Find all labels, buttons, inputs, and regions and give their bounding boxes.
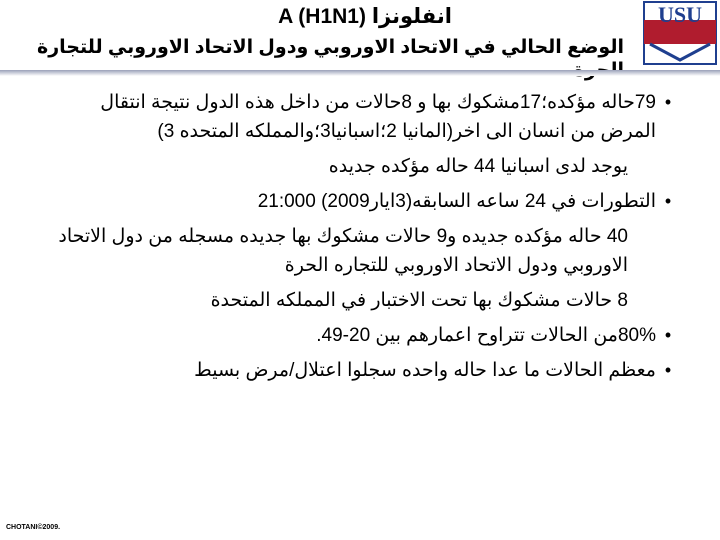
sub-item: 8 حالات مشكوك بها تحت الاختبار في المملكه المتحدة: [210, 290, 628, 311]
bullet-dot-icon: •: [664, 92, 672, 112]
bullet-dot-icon: •: [664, 360, 672, 380]
bullet-item: [40, 88, 680, 146]
header-divider: [0, 70, 720, 76]
slide-body: [40, 88, 680, 391]
page-title: انفلونزا A (H1N1): [278, 5, 452, 28]
bullet-item: [40, 187, 680, 216]
sub-item: يوجد لدى اسبانيا 44 حاله مؤكده جديده: [328, 156, 628, 177]
svg-text:USU: USU: [657, 2, 703, 27]
bullet-item: [40, 356, 680, 385]
university-logo: [640, 0, 720, 66]
bullet-text: 80%من الحالات تتراوح اعمارهم بين 20-49.: [316, 325, 656, 346]
bullet-dot-icon: •: [664, 325, 672, 345]
page-subtitle: الوضع الحالي في الاتحاد الاوروبي ودول الاتحاد الاوروبي للتجارة: [36, 37, 624, 58]
bullet-text: التطورات في 24 ساعه السابقه(3ايار2009) 21:000: [257, 191, 656, 212]
bullet-item: [40, 321, 680, 350]
bullet-text: معظم الحالات ما عدا حاله واحده سجلوا اعتلال/مرض بسيط: [194, 360, 656, 381]
bullet-dot-icon: •: [664, 191, 672, 211]
copyright-footer: CHOTANI©2009.: [6, 524, 61, 531]
sub-item: 40 حاله مؤكده جديده و9 حالات مشكوك بها جديده مسجله من دول الاتحاد الاوروبي ودول الاتحاد الاوروبي للتجاره الحرة: [58, 226, 628, 276]
bullet-text: 79حاله مؤكده؛17مشكوك بها و 8حالات من داخل هذه الدول نتيجة انتقال المرض من انسان الى اخر(المانيا 2؛اسبانيا3؛والمملكه المتحده 3): [100, 92, 656, 142]
shield-icon: [640, 0, 720, 66]
